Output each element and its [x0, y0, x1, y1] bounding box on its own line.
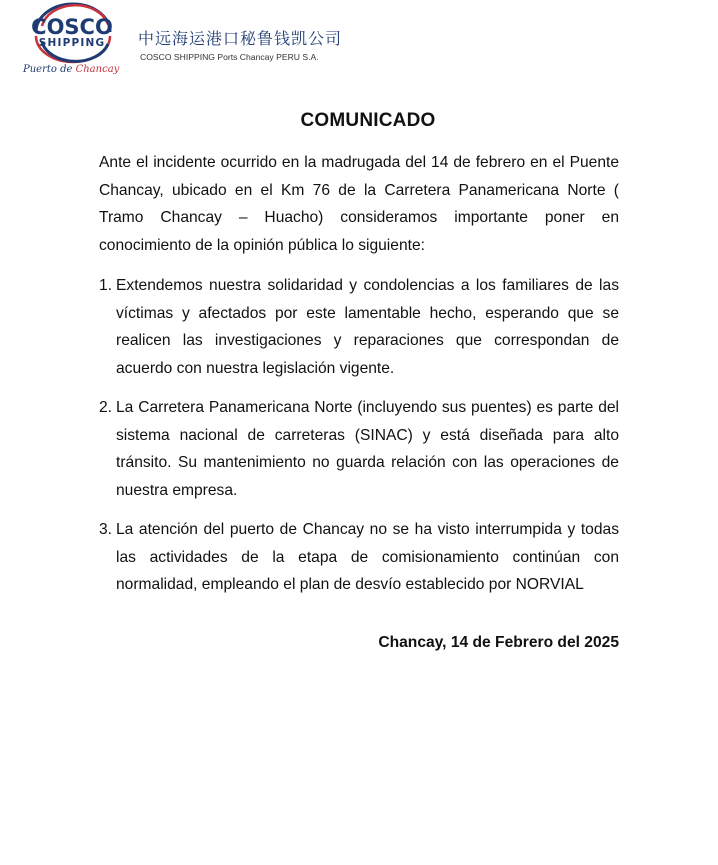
cosco-shipping-logo — [22, 2, 134, 82]
document-body — [99, 108, 619, 656]
document-title: COMUNICADO — [300, 110, 436, 131]
list-item — [99, 516, 619, 599]
list-item-text: Extendemos nuestra solidaridad y condolencias a los familiares de las víctimas y afectados por este lamentable hecho, esperando que se realicen las investigaciones y reparaciones que correspondan de acuerdo con nuestra legislación vigente. — [116, 277, 619, 377]
list-item-number: 1. — [99, 277, 113, 294]
logo-script-puerto: Puerto de — [23, 64, 76, 75]
list-item-number: 3. — [99, 521, 113, 538]
logo-script-chancay: Chancay — [75, 64, 120, 75]
logo-script-text — [23, 64, 119, 75]
company-name-english: COSCO SHIPPING Ports Chancay PERU S.A. — [140, 52, 319, 62]
list-item-number: 2. — [99, 399, 113, 416]
intro-paragraph: Ante el incidente ocurrido en la madrugada del 14 de febrero en el Puente Chancay, ubicado en el Km 76 de la Carretera Panamericana Norte ( Tramo Chancay – Huacho) consideramos importante poner en conocimiento de la opinión pública lo siguiente: — [99, 154, 619, 254]
list-item — [99, 272, 619, 382]
letterhead — [0, 0, 718, 90]
list-item-text: La Carretera Panamericana Norte (incluyendo sus puentes) es parte del sistema nacional de carreteras (SINAC) y está diseñada para alto tránsito. Su mantenimiento no guarda relación con las operaciones de nuestra empresa. — [116, 399, 619, 499]
list-item-text: La atención del puerto de Chancay no se ha visto interrumpida y todas las actividades de la etapa de comisionamiento continúan con normalidad, empleando el plan de desvío establecido por NORVIAL — [116, 521, 619, 593]
logo-brand-text: COSCO — [31, 15, 113, 39]
company-name-chinese: 中远海运港口秘鲁钱凯公司 — [138, 29, 343, 48]
list-item — [99, 394, 619, 504]
place-and-date: Chancay, 14 de Febrero del 2025 — [378, 633, 619, 651]
logo-sub-brand-text: SHIPPING — [38, 37, 106, 49]
